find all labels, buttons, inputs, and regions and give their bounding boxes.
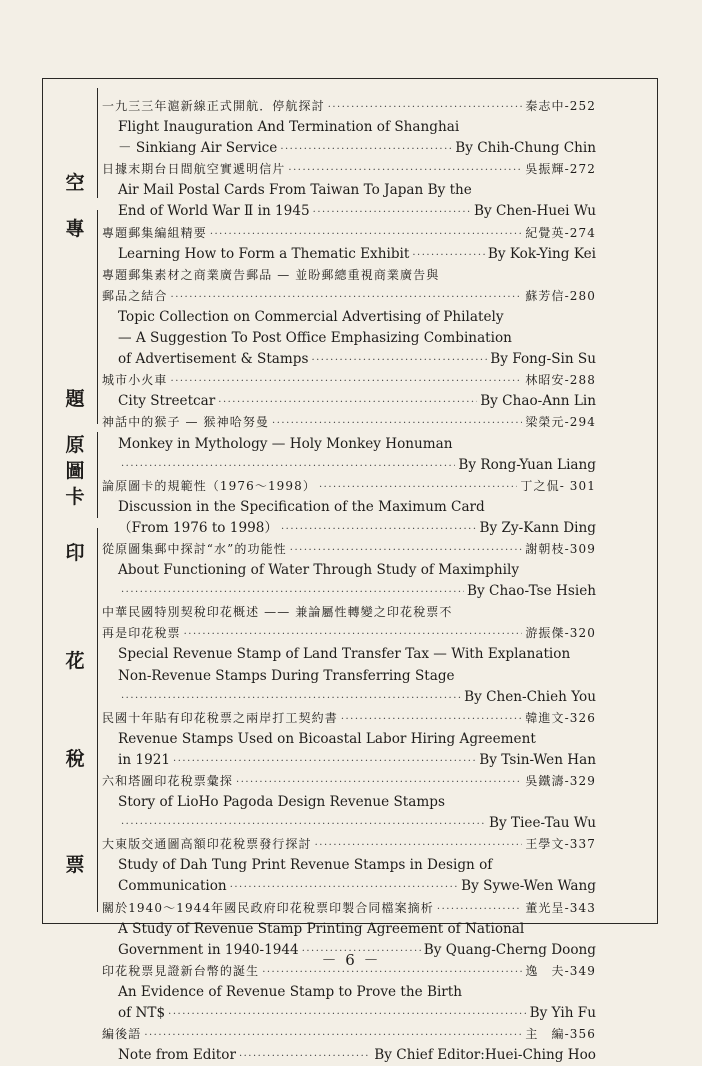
entry-text: 大東版交通圖高額印花稅票發行探討 xyxy=(102,837,312,852)
toc-entry-english xyxy=(102,328,596,349)
toc-entry-english xyxy=(102,201,596,222)
toc-entry-title xyxy=(102,265,596,286)
entry-text: of Advertisement & Stamps xyxy=(118,351,309,368)
entry-text: Study of Dah Tung Print Revenue Stamps in Design of xyxy=(118,857,493,874)
entry-reference: 王學文-337 xyxy=(525,837,596,852)
entry-text: 郵品之結合 xyxy=(102,288,168,303)
toc-entry-title xyxy=(102,834,596,855)
entry-reference: By Yih Fu xyxy=(529,1005,596,1022)
entry-text: Revenue Stamps Used on Bicoastal Labor Hiring Agreement xyxy=(118,730,536,747)
entry-text: An Evidence of Revenue Stamp to Prove the Birth xyxy=(118,983,463,1000)
entry-text: Communication xyxy=(118,878,227,895)
entry-reference: 逸 夫-349 xyxy=(525,963,596,978)
toc-entry-title xyxy=(102,623,596,644)
entry-reference: By Quang-Cherng Doong xyxy=(423,941,596,958)
dot-leader xyxy=(328,97,523,117)
section-char: 圖 xyxy=(65,460,85,482)
entry-text: Air Mail Postal Cards From Taiwan To Japan By the xyxy=(118,182,472,199)
dot-leader xyxy=(311,350,487,370)
entry-text: A Study of Revenue Stamp Printing Agreement of National xyxy=(118,920,525,937)
dot-leader xyxy=(239,1046,371,1066)
dot-leader xyxy=(290,540,523,560)
toc-entry-english xyxy=(102,307,596,328)
entry-reference: By Fong-Sin Su xyxy=(490,351,596,368)
section-char: 原 xyxy=(65,434,85,456)
toc-entry-title xyxy=(102,370,596,391)
toc-entry-english xyxy=(102,729,596,750)
dot-leader xyxy=(319,477,517,497)
entry-text: 民國十年貼有印花稅票之兩岸打工契約書 xyxy=(102,710,338,725)
entry-reference: By Tsin-Wen Han xyxy=(479,751,596,768)
entry-text: － Sinkiang Air Service xyxy=(118,140,278,157)
entry-text: Discussion in the Specification of the Maximum Card xyxy=(118,498,485,515)
toc-entry-english xyxy=(102,244,596,265)
toc-entry-english xyxy=(102,349,596,370)
toc-entry-english xyxy=(102,138,596,159)
entry-reference: By Chen-Chieh You xyxy=(464,688,596,705)
entry-text: About Functioning of Water Through Study of Maximphily xyxy=(118,562,519,579)
toc-entry-english xyxy=(102,687,596,708)
toc-entry-english xyxy=(102,644,596,665)
dot-leader xyxy=(171,371,523,391)
entry-reference: By Chen-Huei Wu xyxy=(473,203,596,220)
section-sidebar xyxy=(52,88,100,914)
dot-leader xyxy=(210,224,523,244)
entry-text: （From 1976 to 1998） xyxy=(118,519,278,536)
toc-entry-english xyxy=(102,1045,596,1066)
dot-leader xyxy=(281,519,476,539)
dot-leader xyxy=(173,751,476,771)
entry-text: — A Suggestion To Post Office Emphasizing Combination xyxy=(118,330,512,347)
section-char: 空 xyxy=(65,172,85,194)
dot-leader xyxy=(184,624,523,644)
dot-leader xyxy=(341,709,523,729)
entry-reference: By Zy-Kann Ding xyxy=(479,519,596,536)
toc-entry-english xyxy=(102,581,596,602)
table-of-contents xyxy=(102,96,596,1066)
toc-entry-english xyxy=(102,666,596,687)
dot-leader xyxy=(280,139,452,159)
entry-reference: By Chao-Tse Hsieh xyxy=(467,583,596,600)
section-char: 稅 xyxy=(65,748,85,770)
toc-entry-english xyxy=(102,1003,596,1024)
toc-entry-english xyxy=(102,497,596,518)
section-char: 花 xyxy=(65,650,85,672)
dot-leader xyxy=(437,899,522,919)
toc-entry-title xyxy=(102,412,596,433)
dot-leader xyxy=(288,160,522,180)
entry-text: 關於1940～1944年國民政府印花稅票印製合同檔案摘析 xyxy=(102,900,434,915)
entry-text: 城市小火車 xyxy=(102,373,168,388)
entry-text: Special Revenue Stamp of Land Transfer Tax — With Explanation xyxy=(118,646,571,663)
entry-text: 六和塔圖印花稅票彙探 xyxy=(102,774,234,788)
dot-leader xyxy=(121,814,486,834)
entry-text: 編後語 xyxy=(102,1027,142,1042)
toc-entry-english xyxy=(102,455,596,476)
toc-entry-english xyxy=(102,434,596,455)
entry-reference: 謝朝枝-309 xyxy=(525,541,596,556)
toc-entry-title xyxy=(102,476,596,497)
entry-text: Government in 1940-1944 xyxy=(118,941,299,958)
dot-leader xyxy=(315,835,523,855)
entry-text: City Streetcar xyxy=(118,393,216,410)
section-char: 印 xyxy=(65,542,85,564)
entry-reference: 游振傑-320 xyxy=(525,626,596,641)
entry-text: Flight Inauguration And Termination of Shanghai xyxy=(118,119,460,136)
entry-text: Story of LioHo Pagoda Design Revenue Stamps xyxy=(118,794,445,811)
entry-reference: By Kok-Ying Kei xyxy=(487,245,596,262)
dot-leader xyxy=(313,202,471,222)
entry-text: Monkey in Mythology — Holy Monkey Honuman xyxy=(118,435,453,452)
entry-text: 中華民國特別契稅印花概述 —— 兼論屬性轉變之印花稅票不 xyxy=(102,605,453,620)
entry-text: 專題郵集素材之商業廣告郵品 — 並盼郵總重視商業廣告與 xyxy=(102,267,440,282)
entry-text: in 1921 xyxy=(118,751,171,768)
dot-leader xyxy=(171,287,523,307)
entry-reference: By Chao-Ann Lin xyxy=(480,393,596,410)
entry-text: 從原圖集郵中探討“水”的功能性 xyxy=(102,541,287,556)
entry-text: Non-Revenue Stamps During Transferring Stage xyxy=(118,667,455,684)
section-char: 專 xyxy=(65,218,85,240)
entry-reference: 林昭安-288 xyxy=(525,373,596,388)
toc-entry-title xyxy=(102,539,596,560)
toc-entry-english xyxy=(102,560,596,581)
entry-reference: By Sywe-Wen Wang xyxy=(461,878,596,895)
entry-reference: 董光呈-343 xyxy=(525,900,596,915)
entry-reference: 吳振輝-272 xyxy=(525,162,596,177)
toc-entry-english xyxy=(102,518,596,539)
entry-reference: 韓進文-326 xyxy=(525,710,596,725)
toc-entry-english xyxy=(102,919,596,940)
toc-entry-title xyxy=(102,898,596,919)
dot-leader xyxy=(230,877,458,897)
toc-entry-english xyxy=(102,180,596,201)
entry-reference: 梁榮元-294 xyxy=(525,415,596,430)
toc-entry-title xyxy=(102,771,596,792)
dot-leader xyxy=(272,413,522,433)
entry-reference: By Rong-Yuan Liang xyxy=(458,456,596,473)
dot-leader xyxy=(121,688,461,708)
toc-entry-title xyxy=(102,286,596,307)
toc-entry-english xyxy=(102,855,596,876)
toc-entry-title xyxy=(102,708,596,729)
entry-reference: By Chih-Chung Chin xyxy=(455,140,596,157)
entry-text: 再是印花稅票 xyxy=(102,626,181,641)
entry-reference: 紀覺英-274 xyxy=(525,225,596,240)
entry-text: 印花稅票見證新台幣的誕生 xyxy=(102,963,260,978)
dot-leader xyxy=(236,772,522,792)
entry-text: Topic Collection on Commercial Advertising of Philately xyxy=(118,308,504,325)
toc-entry-title xyxy=(102,96,596,117)
entry-text: 專題郵集編組精要 xyxy=(102,225,207,240)
dot-leader xyxy=(412,245,485,265)
entry-reference: 秦志中-252 xyxy=(525,99,596,113)
toc-entry-english xyxy=(102,876,596,897)
toc-entry-english xyxy=(102,391,596,412)
toc-entry-english xyxy=(102,792,596,813)
toc-entry-title xyxy=(102,223,596,244)
entry-text: Learning How to Form a Thematic Exhibit xyxy=(118,245,410,262)
entry-reference: 丁之侃- 301 xyxy=(520,478,596,493)
section-char: 票 xyxy=(65,854,85,876)
toc-entry-title xyxy=(102,1024,596,1045)
entry-text: 一九三三年滬新線正式開航．停航探討 xyxy=(102,99,325,113)
toc-entry-english xyxy=(102,750,596,771)
section-char: 題 xyxy=(65,388,85,410)
entry-reference: 吳鐵濤-329 xyxy=(525,774,596,788)
dot-leader xyxy=(144,1025,522,1045)
dot-leader xyxy=(121,582,464,602)
dot-leader xyxy=(218,392,477,412)
entry-text: 日據末期台日間航空實遞明信片 xyxy=(102,162,286,177)
entry-reference: 主 編-356 xyxy=(525,1027,596,1042)
toc-entry-title xyxy=(102,602,596,623)
entry-reference: By Chief Editor:Huei-Ching Hoo xyxy=(374,1047,596,1064)
toc-entry-english xyxy=(102,813,596,834)
entry-text: End of World War Ⅱ in 1945 xyxy=(118,203,310,220)
toc-entry-title xyxy=(102,159,596,180)
toc-entry-english xyxy=(102,117,596,138)
entry-reference: By Tiee-Tau Wu xyxy=(489,815,596,832)
section-char: 卡 xyxy=(65,486,85,508)
entry-reference: 蘇芳信-280 xyxy=(525,288,596,303)
page-number: － 6 － xyxy=(321,951,381,969)
entry-text: 神話中的猴子 — 猴神哈努曼 xyxy=(102,415,270,430)
entry-text: 論原圖卡的規範性（1976～1998） xyxy=(102,478,316,493)
dot-leader xyxy=(168,1004,527,1024)
entry-text: of NT$ xyxy=(118,1005,166,1022)
entry-text: Note from Editor xyxy=(118,1047,236,1064)
dot-leader xyxy=(121,456,455,476)
